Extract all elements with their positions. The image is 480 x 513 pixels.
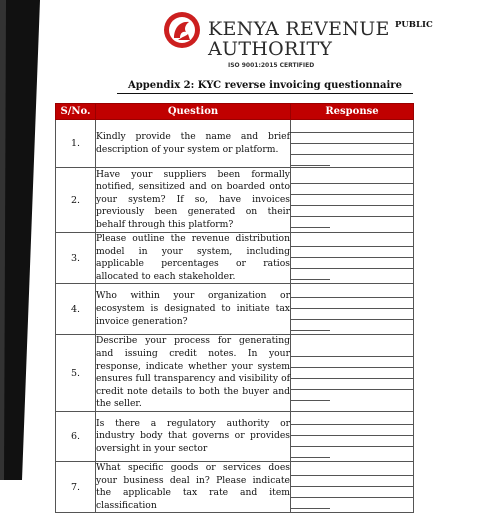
classification-label: PUBLIC xyxy=(395,20,433,30)
row-number: 4. xyxy=(56,284,96,335)
kra-lion-logo-icon xyxy=(162,10,202,50)
response-field[interactable] xyxy=(291,168,414,233)
table-row xyxy=(56,120,414,168)
table-row xyxy=(56,168,414,233)
header-sno: S/No. xyxy=(56,104,96,120)
document-title: Appendix 2: KYC reverse invoicing questionnaire xyxy=(117,80,413,94)
org-name-line1: KENYA REVENUE xyxy=(208,18,390,40)
row-number: 7. xyxy=(56,461,96,512)
table-row xyxy=(56,461,414,512)
row-number: 2. xyxy=(56,168,96,233)
table-row xyxy=(56,411,414,461)
response-field[interactable] xyxy=(291,284,414,335)
row-number: 6. xyxy=(56,411,96,461)
row-number: 3. xyxy=(56,233,96,284)
response-field[interactable] xyxy=(291,335,414,412)
table-header-row xyxy=(56,104,414,120)
row-number: 1. xyxy=(56,120,96,168)
table-row xyxy=(56,233,414,284)
document-header xyxy=(158,8,390,69)
response-field[interactable] xyxy=(291,411,414,461)
response-field[interactable] xyxy=(291,233,414,284)
header-question: Question xyxy=(96,104,291,120)
org-name-line2: AUTHORITY xyxy=(208,38,333,60)
question-text: Kindly provide the name and brief description of your system or platform. xyxy=(96,120,291,168)
question-text: Who within your organization or ecosystem is designated to initiate tax invoice generation? xyxy=(96,284,291,335)
decorative-side-band xyxy=(0,0,44,480)
response-field[interactable] xyxy=(291,461,414,512)
question-text: What specific goods or services does your business deal in? Please indicate the applicable tax rate and item classification xyxy=(96,461,291,512)
row-number: 5. xyxy=(56,335,96,412)
iso-certification: ISO 9001:2015 CERTIFIED xyxy=(228,62,315,69)
question-text: Describe your process for generating and issuing credit notes. In your response, indicate whether your system ensures full transparency and visibility of credit note details to both the buyer and the seller. xyxy=(96,335,291,412)
table-row xyxy=(56,335,414,412)
table-row xyxy=(56,284,414,335)
header-response: Response xyxy=(291,104,414,120)
kyc-questionnaire-table xyxy=(55,103,414,513)
question-text: Please outline the revenue distribution model in your system, including applicable percentages or ratios allocated to each stakeholder. xyxy=(96,233,291,284)
response-field[interactable] xyxy=(291,120,414,168)
question-text: Have your suppliers been formally notified, sensitized and on boarded onto your system? If so, have invoices previously been generated on their behalf through this platform? xyxy=(96,168,291,233)
question-text: Is there a regulatory authority or industry body that governs or provides oversight in your sector xyxy=(96,411,291,461)
